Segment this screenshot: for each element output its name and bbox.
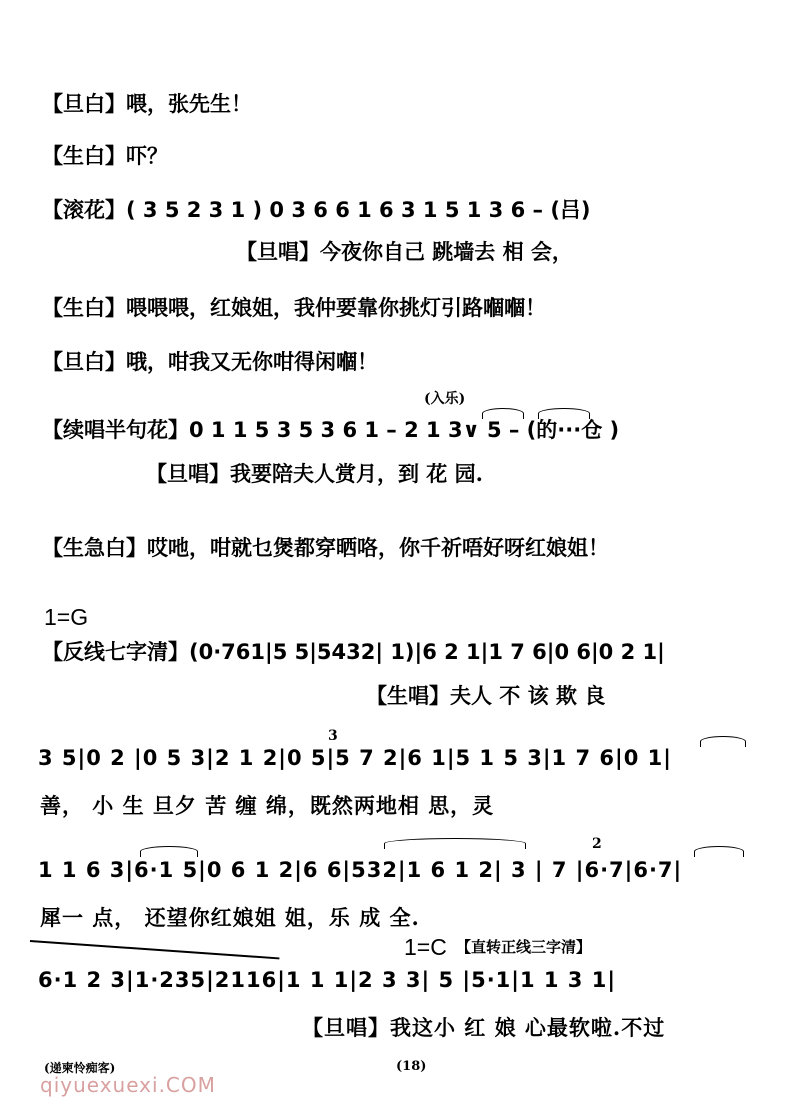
- dialogue-line-1: 【旦白】喂，张先生！: [42, 91, 252, 116]
- key-change-label: 【直转正线三字清】: [456, 938, 592, 956]
- gunhua-singer: 【旦唱】: [236, 239, 320, 264]
- slur-mark: [694, 846, 744, 857]
- xuchang-row: [42, 414, 619, 444]
- annotation-ruyue: (入乐): [424, 391, 466, 407]
- xuchang-notes: 0 1 1 5 3 5 3 6 1 – 2 1 3∨ 5 – (的···仓 ): [189, 418, 620, 442]
- dialogue-line-4: 【生白】喂喂喂，红娘姐，我仲要靠你挑灯引路嗰嗰！: [42, 295, 546, 320]
- xuchang-label: 【续唱半句花】: [42, 417, 189, 442]
- fanxian-row3-lyric: 犀一 点， 还望你红娘姐 姐，乐 成 全.: [40, 905, 420, 930]
- tuplet-mark: 3: [328, 728, 338, 744]
- dialogue-line-6: 【生急白】哎吔，咁就乜煲都穿晒咯，你千祈唔好呀红娘姐！: [42, 535, 609, 560]
- xuchang-lyric-row: [146, 458, 483, 488]
- xuchang-singer: 【旦唱】: [146, 461, 230, 486]
- slur-mark: [700, 736, 746, 747]
- fanxian-row4-lyric: 【旦唱】我这小 红 娘 心最软啦.不过: [302, 1015, 666, 1040]
- fanxian-row1-notes: (0·761|5 5|5432| 1)|6 2 1|1 7 6|0 6|0 2 1|: [189, 640, 665, 664]
- slur-mark: [384, 838, 526, 849]
- fanxian-row2-lyric: 善， 小 生 旦夕 苦 缠 绵，既然两地相 思，灵: [40, 793, 495, 818]
- fanxian-row4-notes: 6·1 2 3|1·235|2116|1 1 1|2 3 3| 5 |5·1|1 1 3 1|: [38, 968, 617, 992]
- page-number: (18): [396, 1059, 427, 1074]
- gunhua-lyric-row: [236, 236, 573, 266]
- fanxian-label: 【反线七字清】: [42, 639, 189, 664]
- slur-mark: [538, 408, 590, 419]
- fanxian-row3-notes: 1 1 6 3|6·1 5|0 6 1 2|6 6|532|1 6 1 2| 3 | 7 |6·7|6·7|: [38, 858, 683, 882]
- gunhua-lyric: 今夜你自己 跳墙去 相 会，: [320, 239, 573, 264]
- fanxian-row-1: [42, 636, 665, 666]
- long-slur-line: [30, 940, 279, 959]
- gunhua-row: [42, 194, 591, 224]
- dialogue-line-5: 【旦白】哦，咁我又无你咁得闲嗰！: [42, 349, 378, 374]
- fanxian-row2-notes: 3 5|0 2 |0 5 3|2 1 2|0 5|5 7 2|6 1|5 1 5 3|1 7 6|0 1|: [38, 746, 672, 770]
- slur-mark: [140, 846, 198, 857]
- grace-note-mark: 2: [592, 836, 602, 852]
- dialogue-line-2: 【生白】吓？: [42, 143, 168, 168]
- footer-title: (递柬怜痴客): [44, 1061, 116, 1075]
- slur-mark: [482, 408, 524, 419]
- fanxian-row1-lyric: 【生唱】夫人 不 该 欺 良: [366, 683, 606, 708]
- watermark: qiyuexuexi.COM: [40, 1073, 216, 1097]
- gunhua-notes: ( 3 5 2 3 1 ) 0 3 6 6 1 6 3 1 5 1 3 6 – (吕): [126, 198, 591, 222]
- xuchang-lyric: 我要陪夫人赏月，到 花 园.: [230, 461, 483, 486]
- gunhua-label: 【滚花】: [42, 197, 126, 222]
- key-signature-c: 1=C: [404, 934, 447, 960]
- key-signature-g: 1=G: [44, 604, 89, 630]
